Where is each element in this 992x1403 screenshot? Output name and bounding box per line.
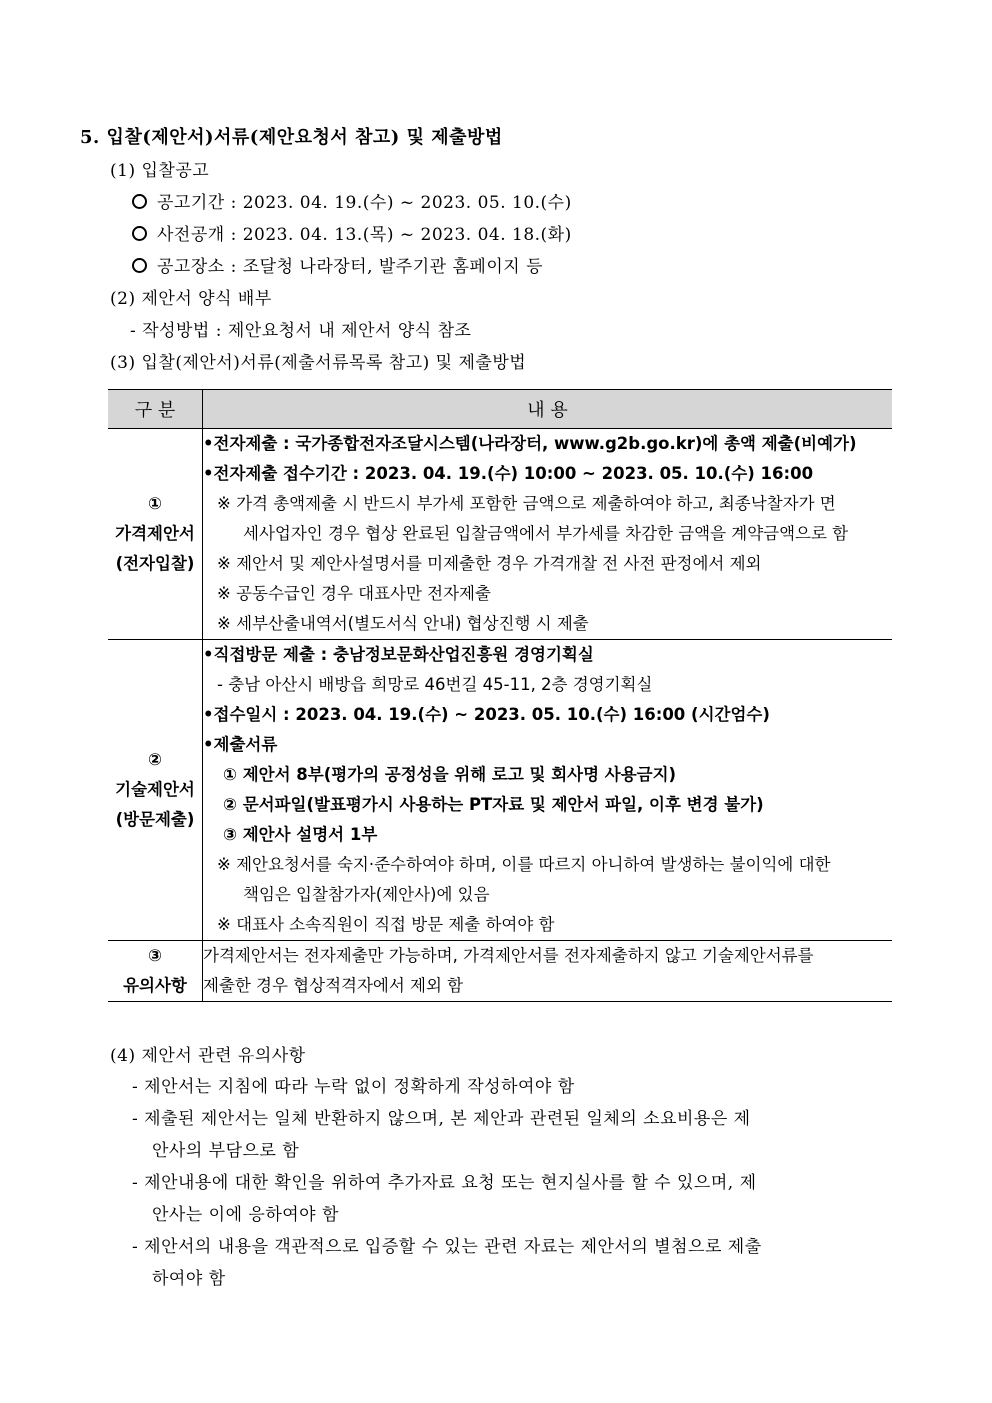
table-line: •전자제출 : 국가종합전자조달시스템(나라장터, www.g2b.go.kr)에 총액 제출(비예가) bbox=[203, 434, 857, 453]
notice-period-text: 공고기간 : 2023. 04. 19.(수) ~ 2023. 05. 10.(수) bbox=[157, 193, 572, 213]
table-line: •접수일시 : 2023. 04. 19.(수) ~ 2023. 05. 10.(수) 16:00 (시간엄수) bbox=[203, 705, 770, 724]
table-row-notes bbox=[108, 941, 892, 1002]
subsection-3-heading: (3) 입찰(제안서)서류(제출서류목록 참고) 및 제출방법 bbox=[110, 353, 527, 373]
section-title: 5. 입찰(제안서)서류(제안요청서 참고) 및 제출방법 bbox=[80, 127, 503, 148]
subsection-4-heading: (4) 제안서 관련 유의사항 bbox=[110, 1046, 306, 1066]
notes-label bbox=[108, 941, 203, 1002]
table-row-tech-proposal bbox=[108, 640, 892, 941]
table-line: •제출서류 bbox=[203, 735, 278, 754]
circle-bullet-icon bbox=[132, 226, 147, 241]
tech-proposal-content bbox=[203, 640, 893, 941]
table-line: 제출한 경우 협상적격자에서 제외 함 bbox=[203, 976, 464, 995]
pre-release-item bbox=[132, 224, 572, 246]
table-line: •전자제출 접수기간 : 2023. 04. 19.(수) 10:00 ~ 2023. 05. 10.(수) 16:00 bbox=[203, 464, 814, 483]
caution-item-cont: 안사는 이에 응하여야 함 bbox=[152, 1205, 339, 1225]
table-line: 가격제안서는 전자제출만 가능하며, 가격제안서를 전자제출하지 않고 기술제안서류를 bbox=[203, 946, 814, 965]
circle-bullet-icon bbox=[132, 258, 147, 273]
table-line: ※ 공동수급인 경우 대표사만 전자제출 bbox=[217, 584, 491, 603]
table-line: ※ 가격 총액제출 시 반드시 부가세 포함한 금액으로 제출하여야 하고, 최종낙찰자가 면 bbox=[217, 494, 836, 513]
row-label-2: (방문제출) bbox=[115, 810, 195, 829]
table-header-category: 구 분 bbox=[108, 390, 203, 429]
row-number: ② bbox=[148, 750, 162, 769]
row-label-2: (전자입찰) bbox=[115, 554, 195, 573]
caution-item: - 제안내용에 대한 확인을 위하여 추가자료 요청 또는 현지실사를 할 수 있으며, 제 bbox=[132, 1173, 757, 1193]
price-proposal-label bbox=[108, 429, 203, 640]
price-proposal-content bbox=[203, 429, 893, 640]
row-label-1: 가격제안서 bbox=[115, 524, 195, 543]
caution-item-cont: 안사의 부담으로 함 bbox=[152, 1141, 300, 1161]
row-number: ③ bbox=[148, 946, 162, 965]
table-line: ※ 제안서 및 제안사설명서를 미제출한 경우 가격개찰 전 사전 판정에서 제외 bbox=[217, 554, 762, 573]
table-line: 세사업자인 경우 협상 완료된 입찰금액에서 부가세를 차감한 금액을 계약금액으로 함 bbox=[243, 524, 849, 543]
table-line: ③ 제안사 설명서 1부 bbox=[223, 825, 378, 844]
notice-period-item bbox=[132, 192, 572, 214]
subsection-2-heading: (2) 제안서 양식 배부 bbox=[110, 289, 272, 309]
row-label-1: 기술제안서 bbox=[115, 780, 195, 799]
notice-place-item bbox=[132, 256, 543, 278]
caution-item: - 제안서의 내용을 객관적으로 입증할 수 있는 관련 자료는 제안서의 별첨으로 제출 bbox=[132, 1237, 762, 1257]
table-line: 책임은 입찰참가자(제안사)에 있음 bbox=[243, 885, 490, 904]
table-header-content: 내 용 bbox=[203, 390, 893, 429]
circle-bullet-icon bbox=[132, 194, 147, 209]
subsection-1-heading: (1) 입찰공고 bbox=[110, 161, 210, 181]
caution-item: - 제안서는 지침에 따라 누락 없이 정확하게 작성하여야 함 bbox=[132, 1077, 575, 1097]
table-line: ※ 세부산출내역서(별도서식 안내) 협상진행 시 제출 bbox=[217, 614, 589, 633]
notice-place-text: 공고장소 : 조달청 나라장터, 발주기관 홈페이지 등 bbox=[157, 257, 543, 277]
table-line: - 충남 아산시 배방읍 희망로 46번길 45-11, 2층 경영기획실 bbox=[217, 675, 653, 694]
table-line: ※ 제안요청서를 숙지·준수하여야 하며, 이를 따르지 아니하여 발생하는 불이익에 대한 bbox=[217, 855, 831, 874]
writing-method-item: - 작성방법 : 제안요청서 내 제안서 양식 참조 bbox=[130, 321, 472, 341]
submission-table bbox=[108, 389, 892, 1002]
table-line: ② 문서파일(발표평가시 사용하는 PT자료 및 제안서 파일, 이후 변경 불가) bbox=[223, 795, 764, 814]
tech-proposal-label bbox=[108, 640, 203, 941]
caution-item: - 제출된 제안서는 일체 반환하지 않으며, 본 제안과 관련된 일체의 소요비용은 제 bbox=[132, 1109, 751, 1129]
row-label-1: 유의사항 bbox=[123, 976, 187, 995]
table-line: ① 제안서 8부(평가의 공정성을 위해 로고 및 회사명 사용금지) bbox=[223, 765, 677, 784]
notes-content bbox=[203, 941, 893, 1002]
caution-item-cont: 하여야 함 bbox=[152, 1269, 226, 1289]
pre-release-text: 사전공개 : 2023. 04. 13.(목) ~ 2023. 04. 18.(화) bbox=[157, 225, 572, 245]
row-number: ① bbox=[148, 494, 162, 513]
table-line: •직접방문 제출 : 충남정보문화산업진흥원 경영기획실 bbox=[203, 645, 594, 664]
table-line: ※ 대표사 소속직원이 직접 방문 제출 하여야 함 bbox=[217, 915, 555, 934]
table-row-price-proposal bbox=[108, 429, 892, 640]
